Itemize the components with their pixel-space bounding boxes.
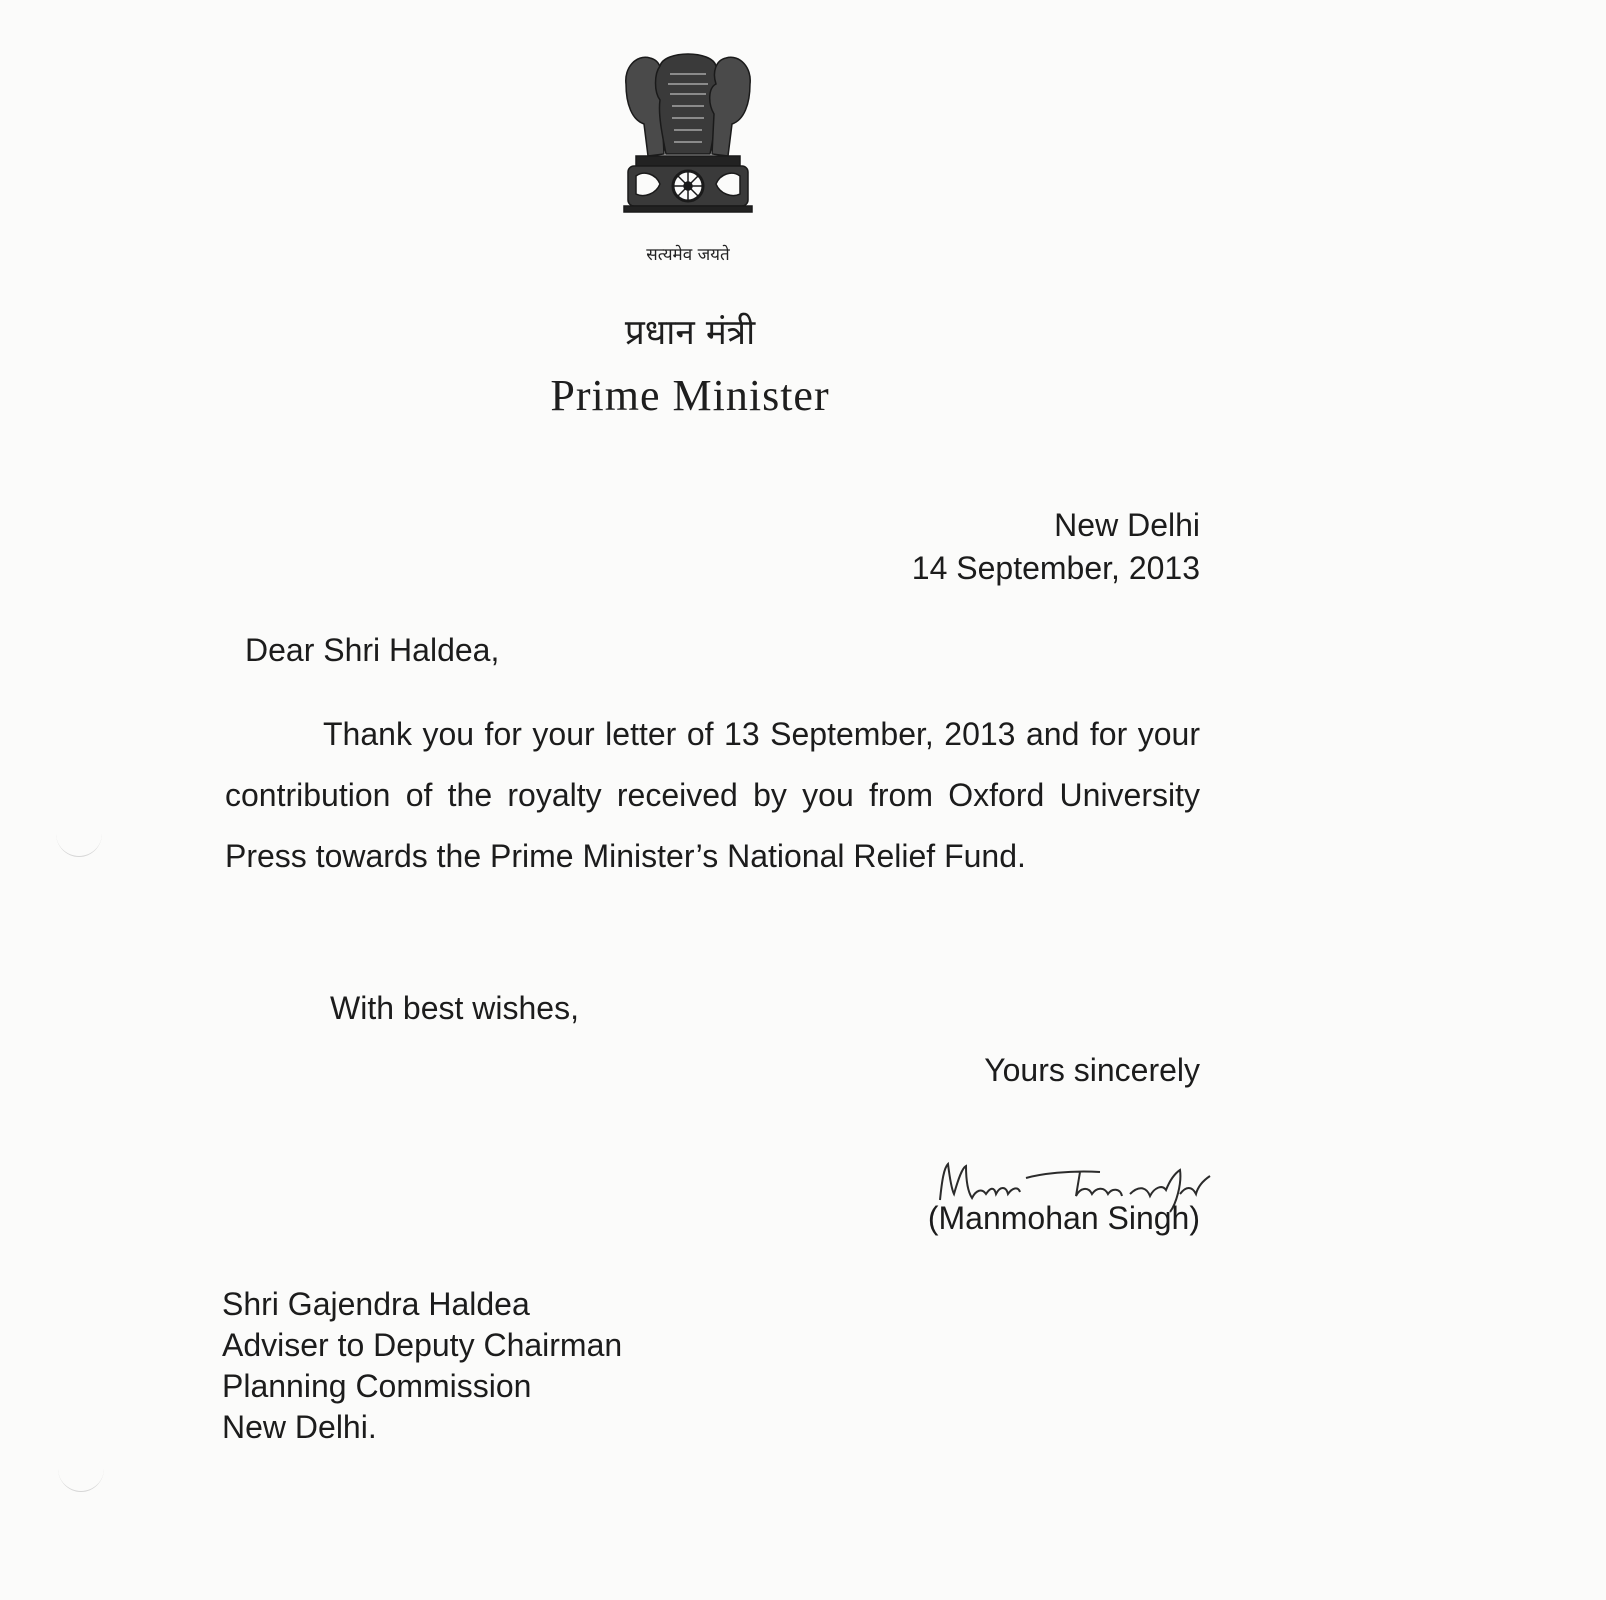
letterhead-title-hindi: प्रधान मंत्री: [624, 313, 756, 353]
recipient-name: Shri Gajendra Haldea: [222, 1286, 530, 1322]
best-wishes: With best wishes,: [330, 990, 579, 1026]
salutation: Dear Shri Haldea,: [245, 632, 500, 668]
punch-hole-mark: [56, 810, 102, 857]
ashoka-lion-capital-icon: [618, 44, 758, 234]
dateline-date: 14 September, 2013: [911, 550, 1200, 586]
dateline: [912, 504, 1200, 590]
recipient-address: [222, 1284, 622, 1448]
recipient-designation: Adviser to Deputy Chairman: [222, 1327, 623, 1363]
recipient-city: New Delhi.: [222, 1409, 377, 1445]
dateline-place: New Delhi: [1054, 507, 1200, 543]
closing: Yours sincerely: [984, 1052, 1200, 1088]
signatory-name: (Manmohan Singh): [927, 1200, 1200, 1236]
punch-hole-mark: [58, 1445, 104, 1492]
emblem-motto: सत्यमेव जयते: [646, 245, 730, 265]
letter-body: Thank you for your letter of 13 September, 2013 and for your contribution of the royalty received by you from Oxford University Press towards the Prime Minister’s National Relief Fund.: [225, 716, 1200, 874]
recipient-organization: Planning Commission: [222, 1368, 532, 1404]
letterhead-title-english: Prime Minister: [550, 371, 830, 420]
